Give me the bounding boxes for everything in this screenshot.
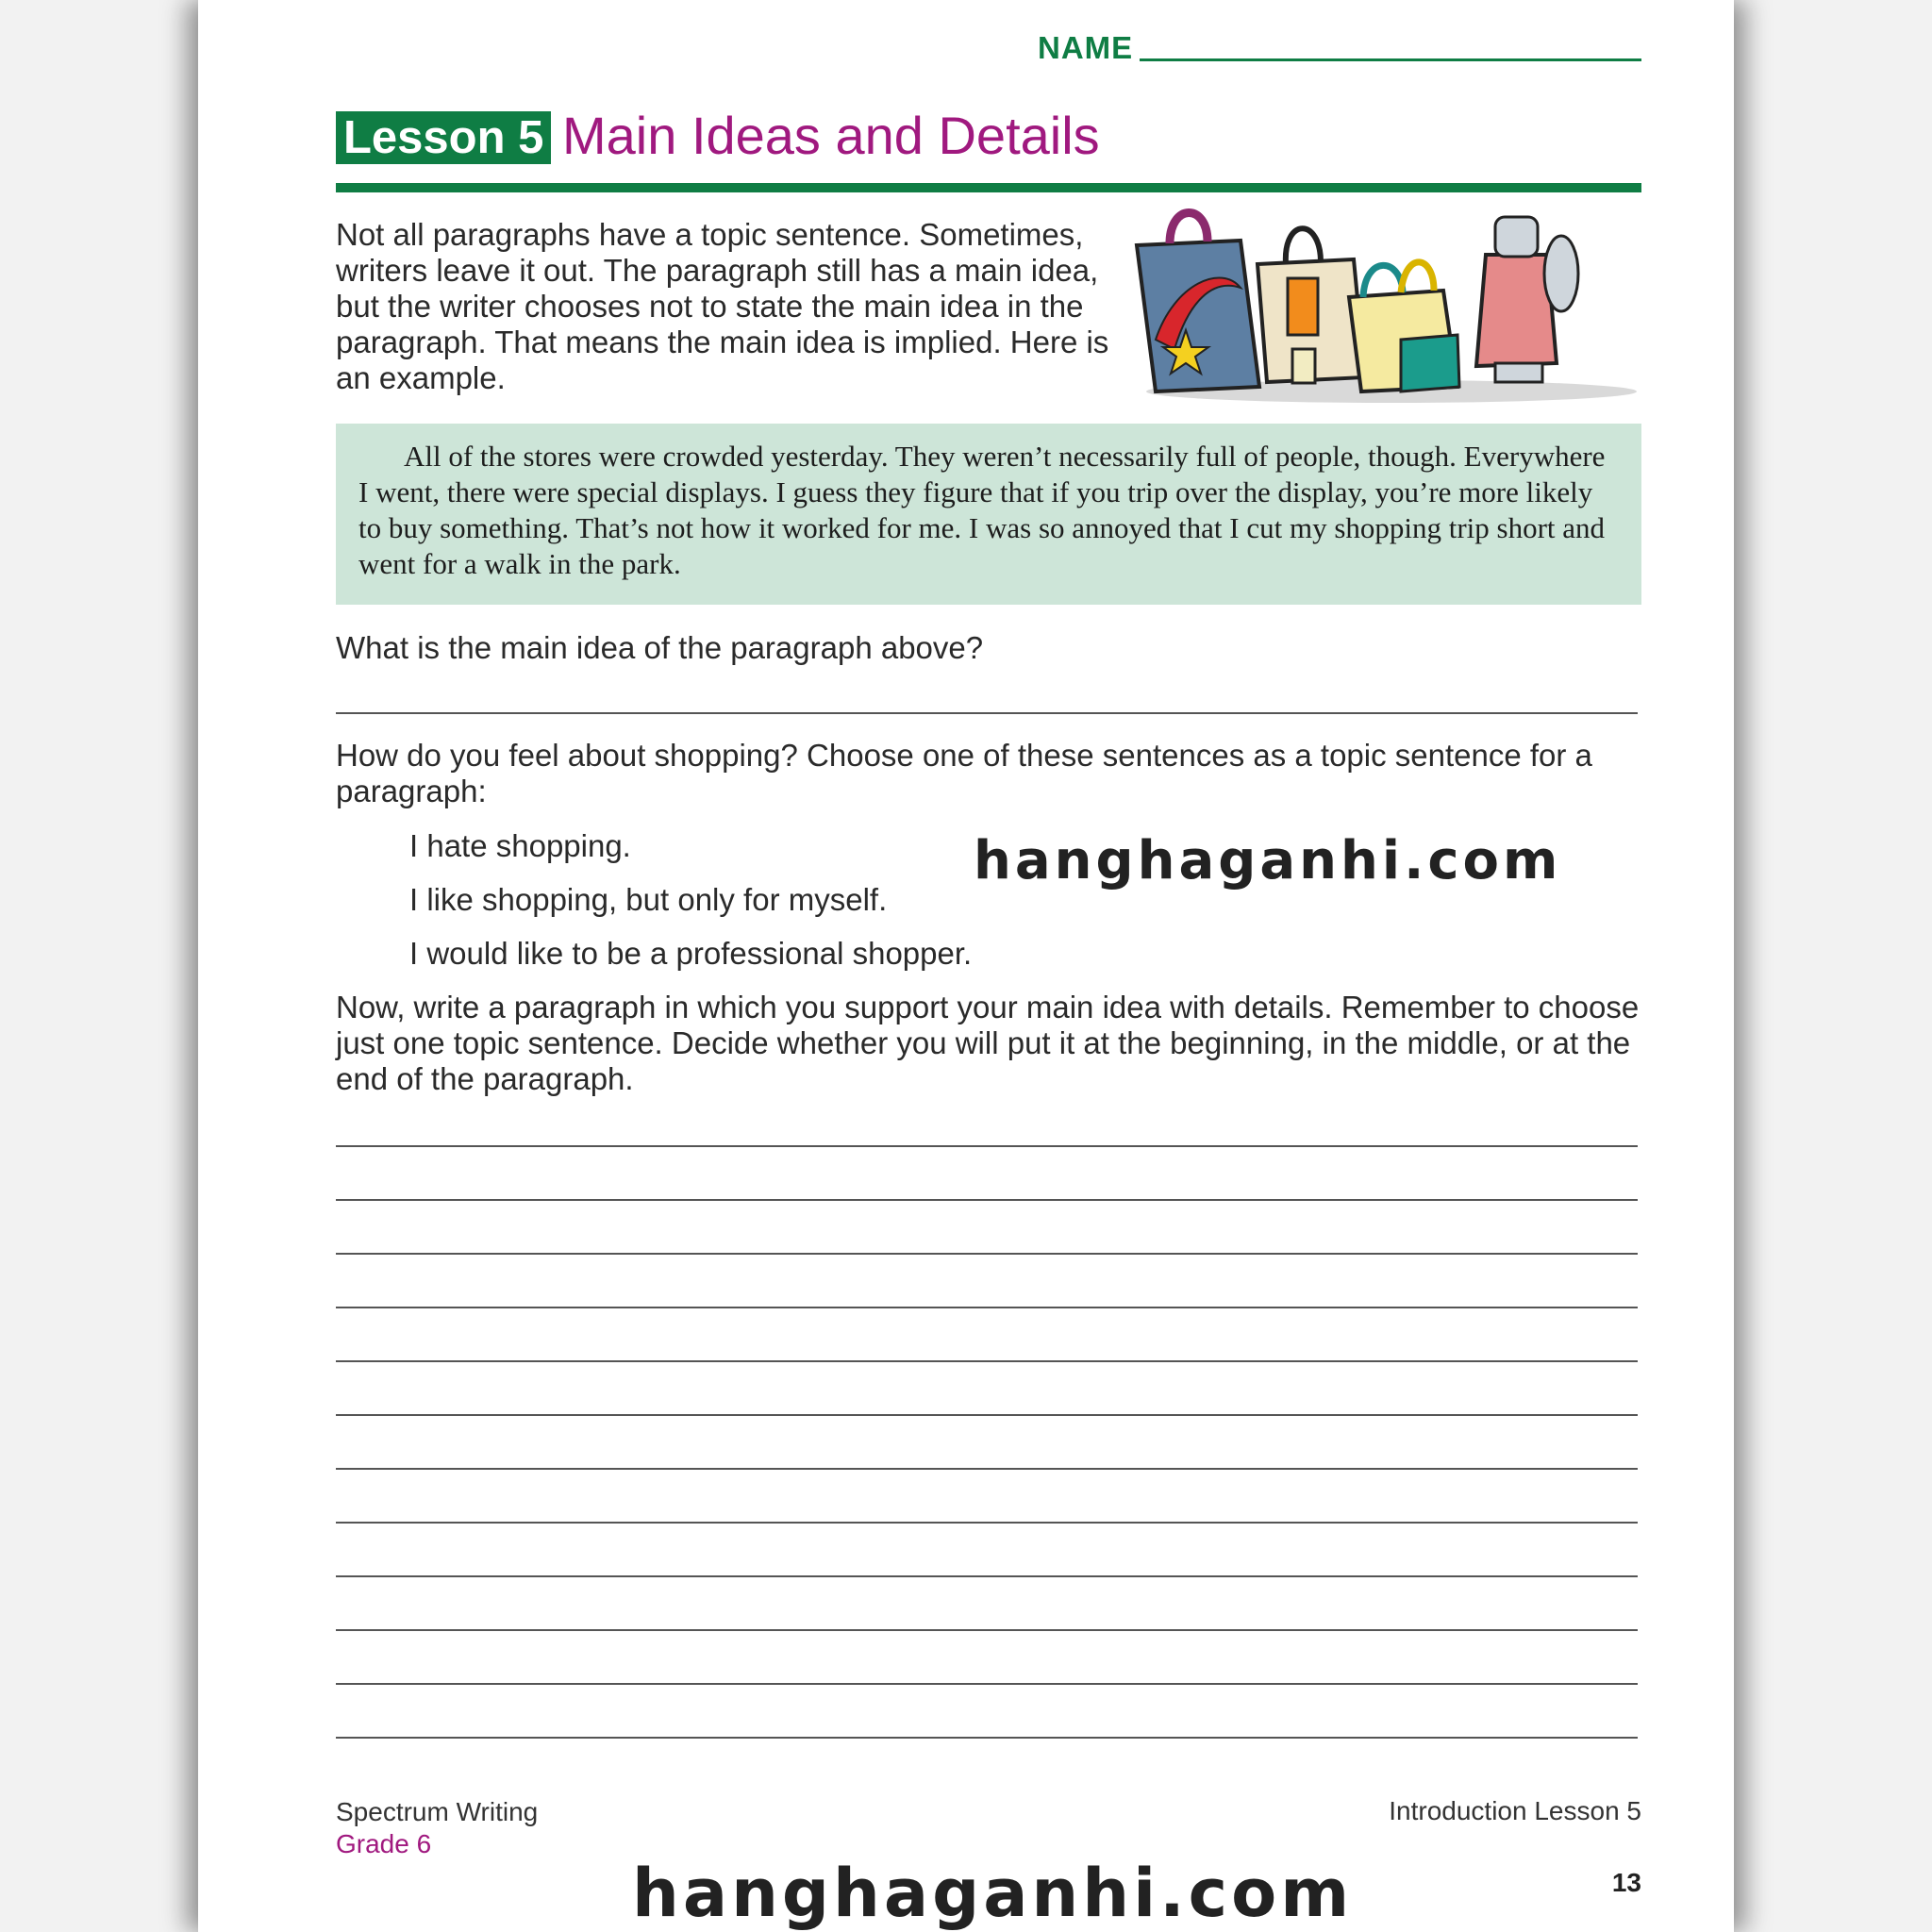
writing-line[interactable]	[336, 1522, 1638, 1524]
footer-book-info	[336, 1796, 538, 1860]
writing-line[interactable]	[336, 1253, 1638, 1255]
lesson-title: Main Ideas and Details	[562, 106, 1100, 165]
question-shopping: How do you feel about shopping? Choose one of these sentences as a topic sentence for a paragraph:	[336, 738, 1592, 808]
watermark-bottom: hanghaganhi.com	[632, 1855, 1354, 1932]
intro-paragraph: Not all paragraphs have a topic sentence. Sometimes, writers leave it out. The paragraph still has a main idea, but the writer chooses not to state the main idea in the paragraph. That means the main idea is implied. Here is an example.	[336, 217, 1109, 395]
worksheet-page	[198, 0, 1734, 1932]
footer-grade: Grade 6	[336, 1829, 432, 1858]
name-label: NAME	[1038, 30, 1134, 65]
writing-instructions: Now, write a paragraph in which you support your main idea with details. Remember to choose just one topic sentence. Decide whether you will put it at the beginning, in the middle, or at the end of the paragraph.	[336, 990, 1640, 1096]
writing-line[interactable]	[336, 1683, 1638, 1685]
page-number: 13	[1611, 1868, 1641, 1897]
writing-line[interactable]	[336, 1575, 1638, 1577]
writing-line[interactable]	[336, 1629, 1638, 1631]
answer-line-main-idea[interactable]	[336, 712, 1638, 714]
footer-book-title: Spectrum Writing	[336, 1797, 539, 1826]
choice-professional-shopper: I would like to be a professional shopper.	[409, 936, 973, 971]
choice-like-shopping: I like shopping, but only for myself.	[409, 882, 888, 917]
writing-line[interactable]	[336, 1414, 1638, 1416]
choice-hate-shopping: I hate shopping.	[409, 828, 631, 863]
footer-section: Introduction Lesson 5	[1389, 1796, 1641, 1825]
writing-line[interactable]	[336, 1360, 1638, 1362]
title-rule	[336, 183, 1641, 192]
name-write-line[interactable]	[1140, 58, 1641, 61]
writing-line[interactable]	[336, 1737, 1638, 1739]
writing-line[interactable]	[336, 1468, 1638, 1470]
writing-line[interactable]	[336, 1199, 1638, 1201]
writing-line[interactable]	[336, 1307, 1638, 1308]
watermark-middle: hanghaganhi.com	[974, 830, 1562, 891]
question-main-idea: What is the main idea of the paragraph above?	[336, 630, 984, 665]
example-paragraph-text: All of the stores were crowded yesterday. They weren’t necessarily full of people, though. Everywhere I went, there were special displays. I guess they figure that if you trip over the display, you’re more likely to buy something. That’s not how it worked for me. I was so annoyed that I cut my shopping trip short and went for a walk in the park.	[358, 440, 1606, 580]
lesson-badge: Lesson 5	[336, 111, 551, 164]
writing-line[interactable]	[336, 1145, 1638, 1147]
example-paragraph-box	[336, 424, 1641, 605]
shopping-bags-illustration	[1118, 198, 1646, 410]
